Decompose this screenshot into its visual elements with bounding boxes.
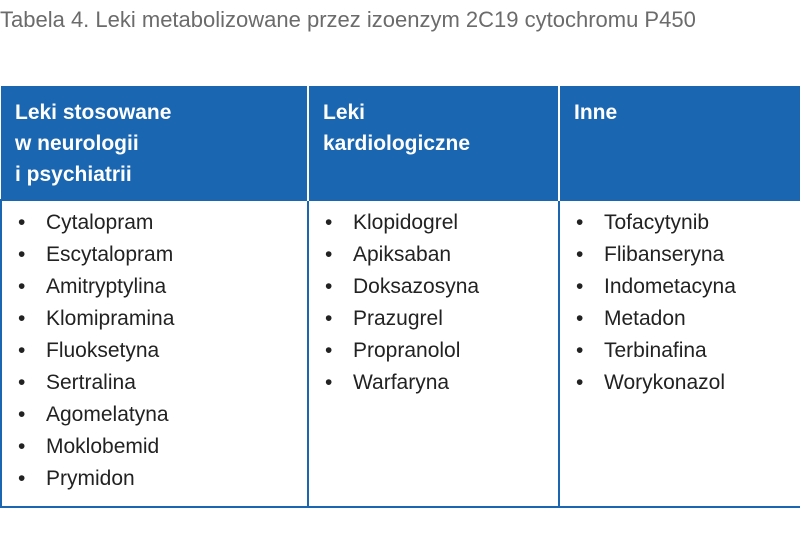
header-line: Leki stosowane — [15, 101, 172, 124]
list-item: • Doksazosyna — [323, 271, 548, 303]
header-line: Leki — [323, 101, 366, 124]
drug-table — [0, 86, 800, 508]
list-item: • Flibanseryna — [574, 239, 790, 271]
cell-cardiology — [308, 200, 559, 507]
list-item: • Propranolol — [323, 335, 548, 367]
header-line: w neurologii — [15, 132, 139, 155]
list-item: • Sertralina — [16, 367, 297, 399]
list-item: • Terbinafina — [574, 335, 790, 367]
list-item: • Metadon — [574, 303, 790, 335]
drug-list-neuro-psych — [16, 207, 297, 495]
list-item: • Klomipramina — [16, 303, 297, 335]
drug-list-other — [574, 207, 790, 399]
list-item: • Klopidogrel — [323, 207, 548, 239]
table-body-row — [1, 200, 800, 507]
column-header-other — [559, 86, 800, 200]
list-item: • Apiksaban — [323, 239, 548, 271]
list-item: • Amitryptylina — [16, 271, 297, 303]
list-item: • Prymidon — [16, 463, 297, 495]
list-item: • Cytalopram — [16, 207, 297, 239]
drug-list-cardiology — [323, 207, 548, 399]
list-item: • Worykonazol — [574, 367, 790, 399]
list-item: • Prazugrel — [323, 303, 548, 335]
list-item: • Warfaryna — [323, 367, 548, 399]
list-item: • Indometacyna — [574, 271, 790, 303]
table-caption: Tabela 4. Leki metabolizowane przez izoenzym 2C19 cytochromu P450 — [0, 7, 696, 32]
column-header-neuro-psych — [1, 86, 308, 200]
list-item: • Moklobemid — [16, 431, 297, 463]
list-item: • Escytalopram — [16, 239, 297, 271]
list-item: • Agomelatyna — [16, 399, 297, 431]
list-item: • Tofacytynib — [574, 207, 790, 239]
column-header-cardiology — [308, 86, 559, 200]
table-header-row — [1, 86, 800, 200]
cell-other — [559, 200, 800, 507]
list-item: • Fluoksetyna — [16, 335, 297, 367]
cell-neuro-psych — [1, 200, 308, 507]
header-line: i psychiatrii — [15, 163, 132, 186]
header-line: kardiologiczne — [323, 132, 471, 155]
header-line: Inne — [574, 101, 618, 124]
